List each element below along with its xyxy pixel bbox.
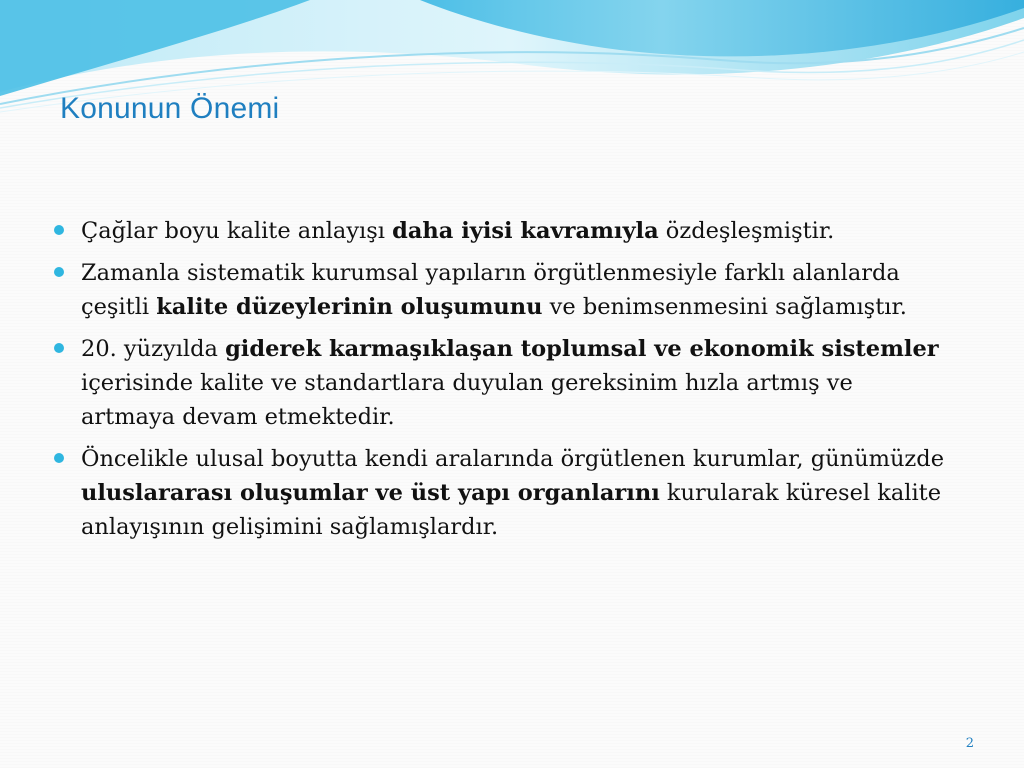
bullet-text: 20. yüzyılda bbox=[81, 336, 226, 362]
bullet-list bbox=[52, 214, 952, 552]
bullet-dot-icon bbox=[54, 267, 64, 277]
bullet-bold-text: uluslararası oluşumlar ve üst yapı organlarını bbox=[81, 480, 660, 506]
bullet-text: Öncelikle ulusal boyutta kendi aralarında örgütlenen kurumlar, günümüzde bbox=[81, 446, 945, 472]
bullet-text: kurularak küresel kalite anlayışının gelişimini sağlamışlardır. bbox=[81, 480, 942, 540]
bullet-item bbox=[52, 214, 952, 248]
page-number: 2 bbox=[965, 736, 974, 751]
bullet-bold-text: giderek karmaşıklaşan toplumsal ve ekonomik sistemler bbox=[225, 336, 939, 362]
slide-title: Konunun Önemi bbox=[60, 92, 280, 125]
bullet-bold-text: daha iyisi kavramıyla bbox=[392, 218, 659, 244]
bullet-dot-icon bbox=[54, 453, 64, 463]
bullet-text: ve benimsenmesini sağlamıştır. bbox=[542, 294, 907, 320]
bullet-item bbox=[52, 256, 952, 324]
bullet-text: Çağlar boyu kalite anlayışı bbox=[81, 218, 393, 244]
bullet-dot-icon bbox=[54, 343, 64, 353]
bullet-text: Zamanla sistematik kurumsal yapıların örgütlenmesiyle farklı alanlarda çeşitli bbox=[81, 260, 900, 320]
bullet-text: özdeşleşmiştir. bbox=[658, 218, 835, 244]
bullet-dot-icon bbox=[54, 225, 64, 235]
bullet-item bbox=[52, 332, 952, 434]
bullet-item bbox=[52, 442, 952, 544]
bullet-text: içerisinde kalite ve standartlara duyulan gereksinim hızla artmış ve artmaya devam etmektedir. bbox=[81, 370, 853, 430]
bullet-bold-text: kalite düzeylerinin oluşumunu bbox=[156, 294, 543, 320]
